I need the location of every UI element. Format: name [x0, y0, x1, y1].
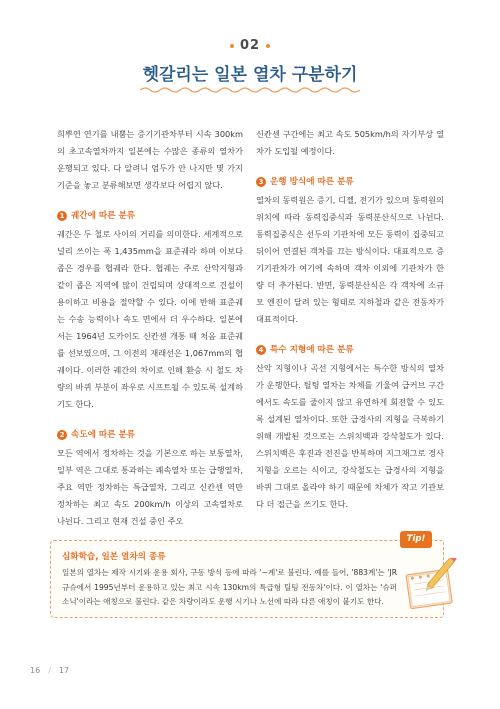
section-heading-1 [57, 208, 243, 224]
notebook-pencil-icon [398, 558, 460, 614]
section-body-4: 산악 지형이나 곡선 지형에서는 특수한 방식의 열차가 운행한다. 틸팅 열차는 차체를 기울여 급커브 구간에서도 속도를 줄이지 않고 유연하게 회전할 수 있도록 설계된 열차이다. 또한 급경사의 지형을 극복하기 위해 개발된 것으로는 스위치백과 강삭철도가 있다. 스위치백은 후진과 전진을 반복하며 지그재그로 경사 지형을 오르는 식이고, 강삭철도는 급경사의 지형을 바퀴 그대로 올라야 하기 때문에 차체가 작고 기관보다 더 접근을 쓰기도 한다. [256, 363, 444, 509]
section-title-3: 운행 방식에 따른 분류 [270, 177, 354, 187]
number-badge-1: 1 [57, 211, 67, 221]
right-column [256, 126, 444, 513]
section-title-1: 궤간에 따른 분류 [71, 211, 136, 221]
page-number: 16 [30, 666, 41, 675]
number-badge-4: 4 [256, 345, 266, 355]
page-footer [30, 666, 69, 675]
dot-left-icon [230, 44, 234, 48]
wave-divider-icon [140, 86, 360, 94]
section-number-text: 02 [239, 38, 261, 53]
section-body-2: 모든 역에서 정차하는 것을 기본으로 하는 보통열차, 일부 역은 그대로 통과하는 쾌속열차 또는 급행열차, 주요 역만 정차하는 특급열차, 그리고 신칸센 역만 정차하는 최고 속도 200km/h 이상의 고속열차로 나뉜다. 그리고 현재 건설 중인 주오 [57, 448, 243, 526]
continued-paragraph: 신칸센 구간에는 최고 속도 505km/h의 자기부상 열차가 도입될 예정이다. [256, 129, 444, 156]
intro-paragraph: 희뿌연 연기를 내뿜는 증기기관차부터 시속 300km의 초고속열차까지 일본에는 수많은 종류의 열차가 운행되고 있다. 다 알려니 엄두가 안 나지만 몇 가지 기준을 놓고 분류해보면 생각보다 어렵지 않다. [57, 129, 243, 190]
section-title-4: 특수 지형에 따른 분류 [270, 345, 354, 355]
section-heading-4 [256, 342, 444, 358]
number-badge-3: 3 [256, 177, 266, 187]
page-separator: / [48, 666, 51, 675]
section-body-3: 열차의 동력원은 증기, 디젤, 전기가 있으며 동력원의 위치에 따라 동력집중식과 동력분산식으로 나뉜다. 동력집중식은 선두의 기관차에 모든 동력이 집중되고 뒤이어 연결된 객차를 끄는 방식이다. 대표적으로 증기기관차가 여기에 속하며 객차 이외에 기관차가 한 량 더 추가된다. 반면, 동력분산식은 각 객차에 소규모 엔진이 달려 있는 형태로 지하철과 같은 전동차가 대표적이다. [256, 195, 444, 324]
tip-title: 심화학습, 일본 열차의 종류 [62, 552, 166, 562]
section-heading-3 [256, 174, 444, 190]
left-column [57, 126, 243, 530]
section-heading-2 [57, 427, 243, 443]
number-badge-2: 2 [57, 430, 67, 440]
tip-text: 일본의 열차는 제작 시기와 운용 회사, 구동 방식 등에 따라 '~계'로 불린다. 예를 들어, '883계'는 'JR규슈에서 1995년부터 운용하고 있는 최고 시속 130km의 특급형 틸팅 전동차'이다. 이 열차는 '슈퍼 소닉'이라는 애칭으로 불린다. 같은 차량이라도 운행 시기나 노선에 따라 다른 애칭이 붙기도 한다. [62, 568, 397, 606]
tip-badge: Tip! [400, 531, 432, 548]
section-number [0, 38, 500, 53]
page-total: 17 [58, 666, 70, 675]
dot-right-icon [266, 44, 270, 48]
section-title-2: 속도에 따른 분류 [71, 430, 136, 440]
section-body-1: 궤간은 두 철로 사이의 거리를 의미한다. 세계적으로 널리 쓰이는 폭 1,435mm을 표준궤라 하며 이보다 좁은 경우를 협궤라 한다. 협궤는 주로 산악지형과 같이 좁은 지역에 많이 건립되며 상대적으로 건설이 용이하고 비용을 절약할 수 있다. 이에 반해 표준궤는 수송 능력이나 속도 면에서 더 우수하다. 일본에서는 1964년 도카이도 신칸센 개통 때 처음 표준궤를 선보였으며, 그 이전의 재래선은 1,067mm의 협궤이다. 이러한 궤간의 차이로 인해 환승 시 철도 차량의 바퀴 부분이 좌우로 시프트될 수 있도록 설계하기도 한다. [57, 229, 243, 409]
page-title: 헷갈리는 일본 열차 구분하기 [142, 65, 358, 85]
